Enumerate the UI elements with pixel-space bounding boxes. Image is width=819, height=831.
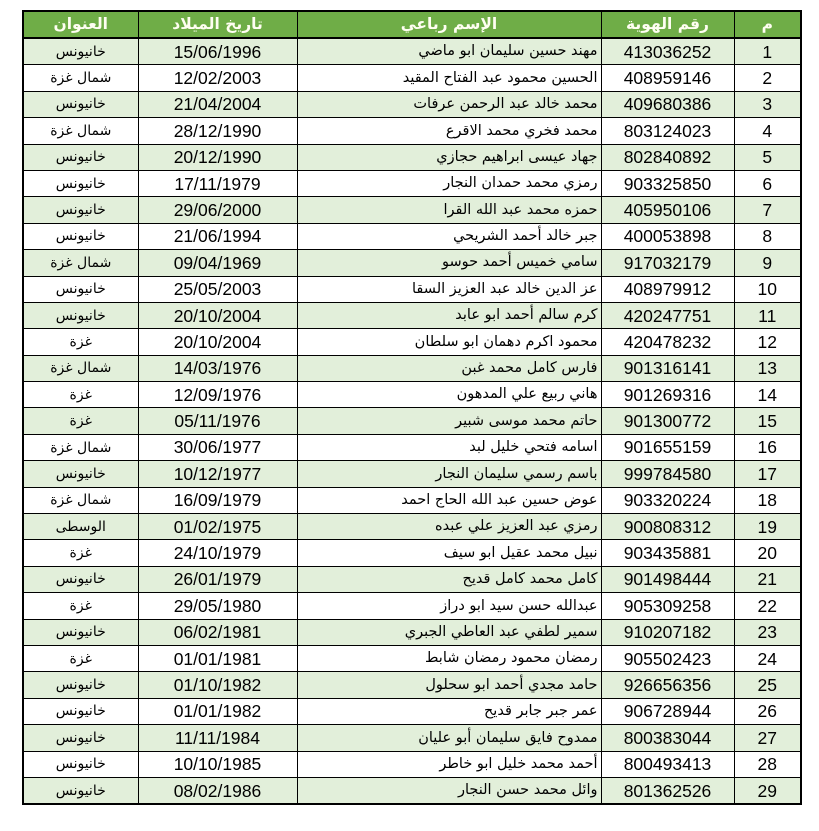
cell-name: محمد خالد عبد الرحمن عرفات (297, 91, 601, 117)
cell-num: 21 (734, 566, 801, 592)
cell-num: 24 (734, 645, 801, 671)
cell-address: خانيونس (23, 461, 138, 487)
cell-address: خانيونس (23, 170, 138, 196)
table-row (23, 276, 801, 302)
table-row (23, 698, 801, 724)
cell-dob: 10/10/1985 (138, 751, 297, 777)
cell-dob: 21/04/2004 (138, 91, 297, 117)
cell-name: عمر جبر جابر قديح (297, 698, 601, 724)
column-header-num: م (734, 11, 801, 38)
header-row (23, 11, 801, 38)
cell-address: خانيونس (23, 777, 138, 804)
cell-num: 4 (734, 118, 801, 144)
table-row (23, 751, 801, 777)
table-row (23, 566, 801, 592)
cell-num: 28 (734, 751, 801, 777)
cell-name: عز الدين خالد عبد العزيز السقا (297, 276, 601, 302)
cell-dob: 01/01/1981 (138, 645, 297, 671)
cell-num: 7 (734, 197, 801, 223)
cell-dob: 15/06/1996 (138, 38, 297, 65)
table-row (23, 197, 801, 223)
cell-num: 29 (734, 777, 801, 804)
table-row (23, 170, 801, 196)
cell-id: 926656356 (601, 672, 734, 698)
cell-dob: 01/01/1982 (138, 698, 297, 724)
table-row (23, 223, 801, 249)
cell-name: جهاد عيسى ابراهيم حجازي (297, 144, 601, 170)
cell-num: 27 (734, 725, 801, 751)
cell-dob: 12/09/1976 (138, 382, 297, 408)
cell-dob: 06/02/1981 (138, 619, 297, 645)
table-row (23, 408, 801, 434)
table-row (23, 434, 801, 460)
cell-address: خانيونس (23, 276, 138, 302)
cell-id: 400053898 (601, 223, 734, 249)
cell-address: خانيونس (23, 144, 138, 170)
cell-name: نبيل محمد عقيل ابو سيف (297, 540, 601, 566)
cell-num: 12 (734, 329, 801, 355)
cell-id: 802840892 (601, 144, 734, 170)
cell-name: فارس كامل محمد غبن (297, 355, 601, 381)
cell-num: 3 (734, 91, 801, 117)
cell-dob: 20/10/2004 (138, 302, 297, 328)
cell-id: 903435881 (601, 540, 734, 566)
cell-address: شمال غزة (23, 434, 138, 460)
cell-id: 905309258 (601, 593, 734, 619)
cell-num: 25 (734, 672, 801, 698)
table-row (23, 672, 801, 698)
cell-dob: 01/02/1975 (138, 514, 297, 540)
cell-name: محمد فخري محمد الاقرع (297, 118, 601, 144)
cell-address: غزة (23, 382, 138, 408)
cell-id: 900808312 (601, 514, 734, 540)
cell-id: 906728944 (601, 698, 734, 724)
cell-num: 5 (734, 144, 801, 170)
cell-address: خانيونس (23, 619, 138, 645)
table-row (23, 645, 801, 671)
cell-num: 26 (734, 698, 801, 724)
column-header-dob: تاريخ الميلاد (138, 11, 297, 38)
cell-id: 903320224 (601, 487, 734, 513)
table-row (23, 382, 801, 408)
cell-address: شمال غزة (23, 355, 138, 381)
cell-address: الوسطى (23, 514, 138, 540)
cell-name: رمزي محمد حمدان النجار (297, 170, 601, 196)
cell-address: خانيونس (23, 751, 138, 777)
cell-dob: 24/10/1979 (138, 540, 297, 566)
cell-name: رمضان محمود رمضان شابط (297, 645, 601, 671)
cell-name: محمود اكرم دهمان ابو سلطان (297, 329, 601, 355)
cell-id: 420478232 (601, 329, 734, 355)
cell-name: كرم سالم أحمد ابو عابد (297, 302, 601, 328)
cell-name: هاني ربيع علي المدهون (297, 382, 601, 408)
cell-id: 800493413 (601, 751, 734, 777)
table-row (23, 250, 801, 276)
cell-id: 917032179 (601, 250, 734, 276)
cell-num: 18 (734, 487, 801, 513)
cell-name: ممدوح فايق سليمان أبو عليان (297, 725, 601, 751)
cell-num: 13 (734, 355, 801, 381)
cell-dob: 28/12/1990 (138, 118, 297, 144)
cell-id: 408979912 (601, 276, 734, 302)
cell-address: غزة (23, 540, 138, 566)
cell-num: 15 (734, 408, 801, 434)
cell-dob: 10/12/1977 (138, 461, 297, 487)
cell-num: 17 (734, 461, 801, 487)
cell-dob: 29/06/2000 (138, 197, 297, 223)
cell-num: 20 (734, 540, 801, 566)
table-row (23, 144, 801, 170)
cell-dob: 25/05/2003 (138, 276, 297, 302)
cell-dob: 30/06/1977 (138, 434, 297, 460)
cell-address: خانيونس (23, 698, 138, 724)
cell-address: خانيونس (23, 566, 138, 592)
cell-num: 14 (734, 382, 801, 408)
cell-num: 1 (734, 38, 801, 65)
column-header-id: رقم الهوية (601, 11, 734, 38)
table-row (23, 91, 801, 117)
cell-id: 903325850 (601, 170, 734, 196)
cell-name: باسم رسمي سليمان النجار (297, 461, 601, 487)
cell-id: 420247751 (601, 302, 734, 328)
cell-id: 999784580 (601, 461, 734, 487)
cell-dob: 16/09/1979 (138, 487, 297, 513)
table-row (23, 355, 801, 381)
cell-address: غزة (23, 329, 138, 355)
table-row (23, 487, 801, 513)
cell-dob: 14/03/1976 (138, 355, 297, 381)
cell-address: خانيونس (23, 223, 138, 249)
table-row (23, 725, 801, 751)
cell-dob: 01/10/1982 (138, 672, 297, 698)
cell-name: مهند حسين سليمان ابو ماضي (297, 38, 601, 65)
cell-id: 803124023 (601, 118, 734, 144)
cell-name: عوض حسين عبد الله الحاج احمد (297, 487, 601, 513)
cell-id: 409680386 (601, 91, 734, 117)
cell-address: خانيونس (23, 302, 138, 328)
cell-dob: 21/06/1994 (138, 223, 297, 249)
persons-table (22, 10, 802, 805)
cell-id: 413036252 (601, 38, 734, 65)
cell-address: غزة (23, 408, 138, 434)
cell-id: 408959146 (601, 65, 734, 91)
table-header (23, 11, 801, 38)
cell-num: 16 (734, 434, 801, 460)
cell-dob: 17/11/1979 (138, 170, 297, 196)
column-header-name: الإسم رباعي (297, 11, 601, 38)
cell-name: حمزه محمد عبد الله القرا (297, 197, 601, 223)
cell-dob: 20/10/2004 (138, 329, 297, 355)
table-row (23, 619, 801, 645)
cell-name: حامد مجدي أحمد ابو سحلول (297, 672, 601, 698)
cell-address: خانيونس (23, 197, 138, 223)
cell-address: خانيونس (23, 38, 138, 65)
cell-name: رمزي عبد العزيز علي عبده (297, 514, 601, 540)
cell-address: شمال غزة (23, 118, 138, 144)
table-row (23, 461, 801, 487)
cell-num: 2 (734, 65, 801, 91)
table-row (23, 777, 801, 804)
cell-id: 901316141 (601, 355, 734, 381)
cell-id: 801362526 (601, 777, 734, 804)
cell-address: غزة (23, 593, 138, 619)
cell-dob: 05/11/1976 (138, 408, 297, 434)
table-row (23, 65, 801, 91)
cell-address: خانيونس (23, 91, 138, 117)
table-row (23, 38, 801, 65)
cell-dob: 08/02/1986 (138, 777, 297, 804)
cell-id: 901498444 (601, 566, 734, 592)
cell-address: شمال غزة (23, 250, 138, 276)
cell-dob: 11/11/1984 (138, 725, 297, 751)
cell-name: سمير لطفي عبد العاطي الجبري (297, 619, 601, 645)
table-row (23, 514, 801, 540)
cell-dob: 09/04/1969 (138, 250, 297, 276)
table-row (23, 540, 801, 566)
cell-address: شمال غزة (23, 65, 138, 91)
table-row (23, 329, 801, 355)
cell-id: 910207182 (601, 619, 734, 645)
cell-num: 9 (734, 250, 801, 276)
cell-num: 8 (734, 223, 801, 249)
cell-id: 901269316 (601, 382, 734, 408)
cell-num: 22 (734, 593, 801, 619)
cell-id: 405950106 (601, 197, 734, 223)
table-row (23, 302, 801, 328)
cell-name: جبر خالد أحمد الشريحي (297, 223, 601, 249)
cell-name: كامل محمد كامل قديح (297, 566, 601, 592)
cell-address: شمال غزة (23, 487, 138, 513)
column-header-address: العنوان (23, 11, 138, 38)
cell-name: حاتم محمد موسى شبير (297, 408, 601, 434)
cell-name: أحمد محمد خليل ابو خاطر (297, 751, 601, 777)
cell-dob: 26/01/1979 (138, 566, 297, 592)
cell-address: خانيونس (23, 725, 138, 751)
cell-dob: 20/12/1990 (138, 144, 297, 170)
cell-id: 901300772 (601, 408, 734, 434)
cell-num: 6 (734, 170, 801, 196)
cell-dob: 29/05/1980 (138, 593, 297, 619)
cell-id: 905502423 (601, 645, 734, 671)
cell-num: 10 (734, 276, 801, 302)
cell-name: عبدالله حسن سيد ابو دراز (297, 593, 601, 619)
cell-address: خانيونس (23, 672, 138, 698)
cell-num: 11 (734, 302, 801, 328)
table-row (23, 118, 801, 144)
table-row (23, 593, 801, 619)
table-body (23, 38, 801, 804)
cell-num: 23 (734, 619, 801, 645)
cell-name: اسامه فتحي خليل لبد (297, 434, 601, 460)
cell-dob: 12/02/2003 (138, 65, 297, 91)
cell-num: 19 (734, 514, 801, 540)
cell-id: 901655159 (601, 434, 734, 460)
cell-name: وائل محمد حسن النجار (297, 777, 601, 804)
cell-address: غزة (23, 645, 138, 671)
cell-name: الحسين محمود عبد الفتاح المقيد (297, 65, 601, 91)
cell-name: سامي خميس أحمد حوسو (297, 250, 601, 276)
cell-id: 800383044 (601, 725, 734, 751)
